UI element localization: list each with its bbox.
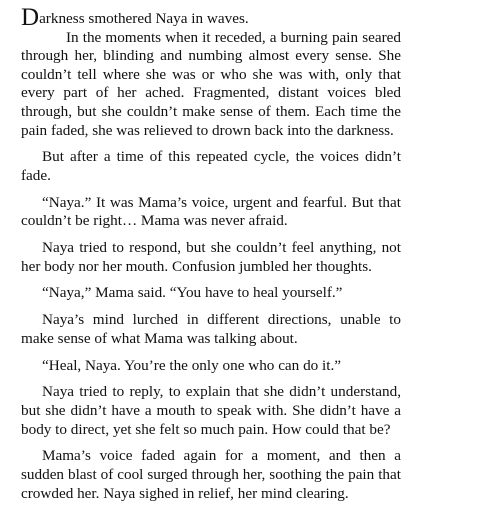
paragraph: “Naya,” Mama said. “You have to heal yourself.”: [42, 284, 343, 302]
paragraph: Naya’s mind lurched in different directions, unable to make sense of what Mama was talking about.: [21, 311, 401, 347]
paragraph: In the moments when it receded, a burning pain seared through her, blinding and numbing almost every sense. She couldn’t tell where she was or who she was with, only that every part of her ached. Fragmented, distant voices bled through, but she couldn’t make sense of them. Each time the pain faded, she was relieved to drown back into the darkness.: [21, 28, 401, 139]
paragraph: Mama’s voice faded again for a moment, and then a sudden blast of cool surged through her, soothing the pain that crowded her. Naya sighed in relief, her mind clearing.: [21, 447, 401, 502]
drop-cap: D: [21, 4, 40, 31]
book-page: [21, 4, 401, 511]
paragraph: Naya tried to reply, to explain that she didn’t understand, but she didn’t have a mouth to speak with. She didn’t have a body to direct, yet she felt so much pain. How could that be?: [21, 383, 401, 438]
paragraph: “Naya.” It was Mama’s voice, urgent and fearful. But that couldn’t be right… Mama was never afraid.: [21, 193, 401, 230]
paragraph: Naya tried to respond, but she couldn’t feel anything, not her body nor her mouth. Confusion jumbled her thoughts.: [21, 239, 401, 275]
opening-text: arkness smothered Naya in waves.: [39, 10, 249, 27]
opening-paragraph: [21, 4, 401, 31]
paragraph: “Heal, Naya. You’re the only one who can do it.”: [42, 356, 342, 374]
paragraph: But after a time of this repeated cycle, the voices didn’t fade.: [21, 148, 401, 184]
